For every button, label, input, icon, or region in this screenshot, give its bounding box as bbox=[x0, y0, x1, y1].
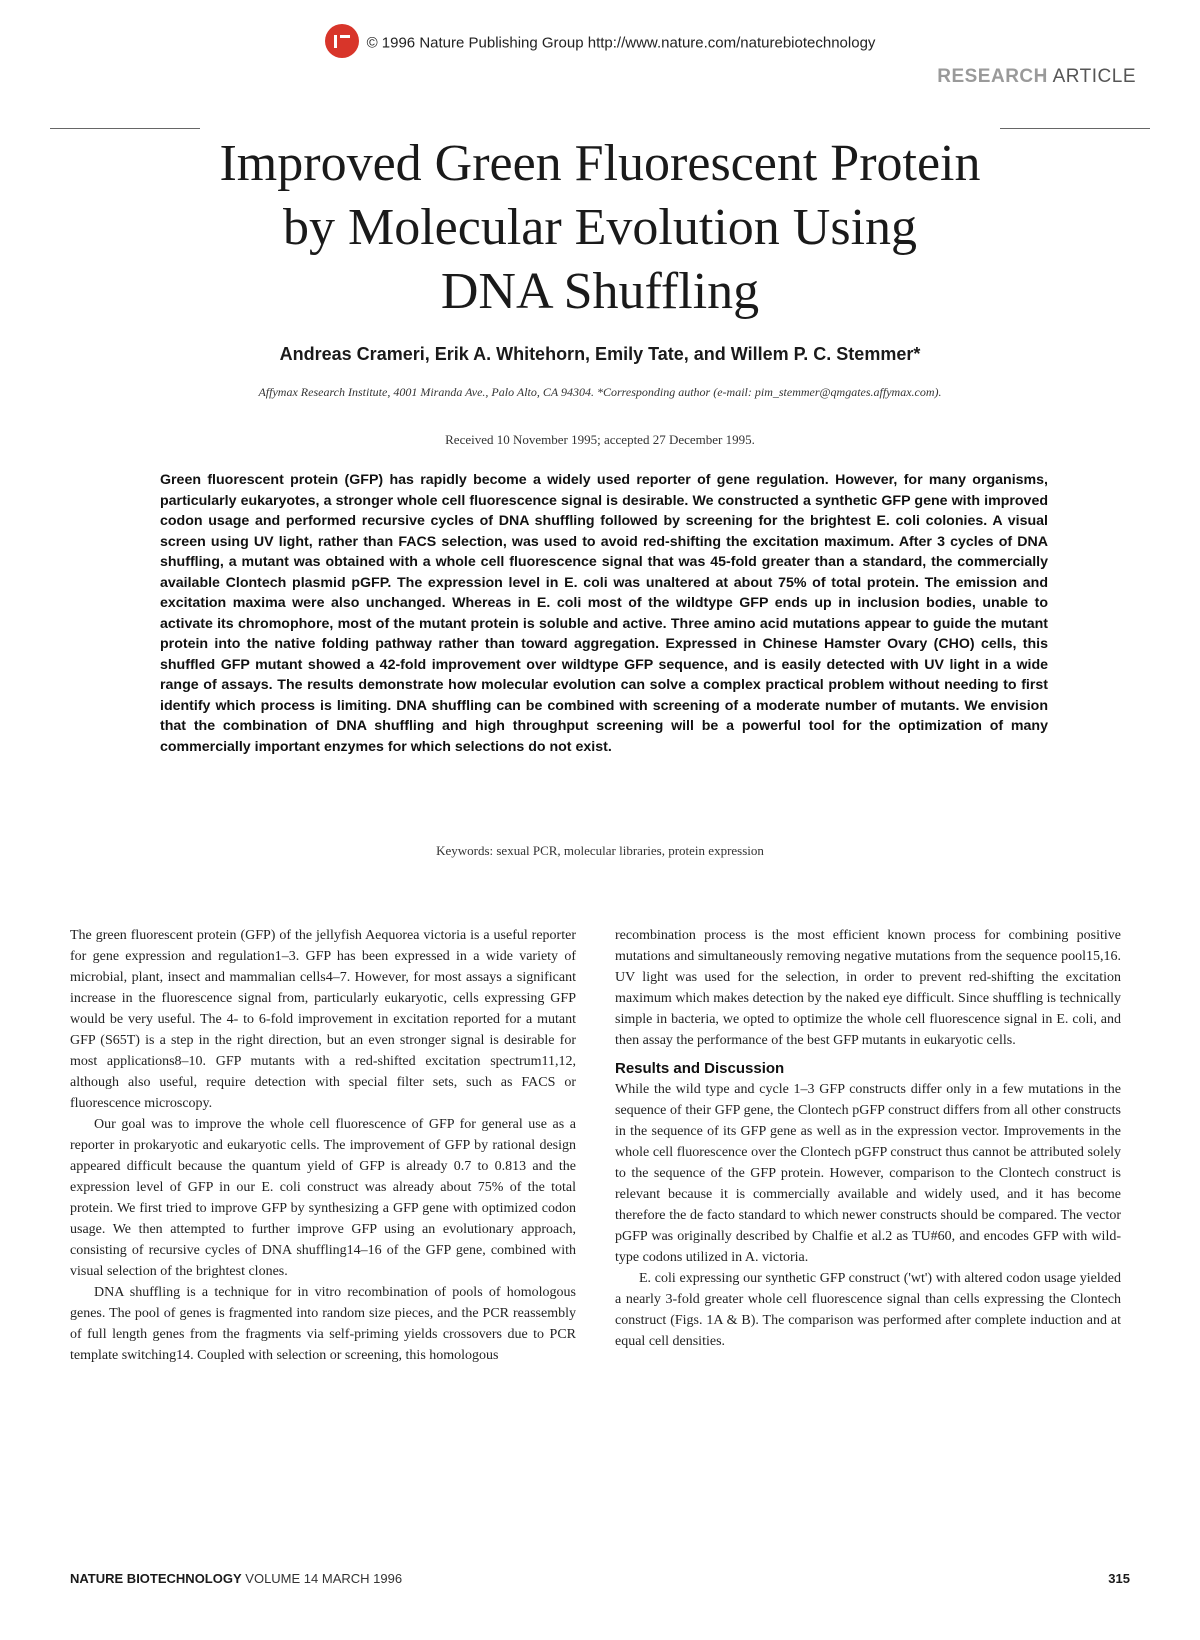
page-footer bbox=[70, 1571, 1130, 1586]
npg-logo-icon bbox=[325, 24, 359, 58]
title-line-1: Improved Green Fluorescent Protein bbox=[219, 135, 981, 192]
section-label-strong: RESEARCH bbox=[937, 66, 1048, 87]
body-paragraph: DNA shuffling is a technique for in vitro recombination of pools of homologous genes. The pool of genes is fragmented into random size pieces, and the PCR reassembly of full length genes from the fragments via self-priming yields crossovers due to PCR template switching14. Coupled with selection or screening, this homologous bbox=[70, 1285, 576, 1363]
copyright-banner bbox=[0, 26, 1200, 60]
section-label-light: ARTICLE bbox=[1052, 66, 1136, 87]
title-line-2: by Molecular Evolution Using bbox=[282, 199, 918, 256]
body-paragraph: While the wild type and cycle 1–3 GFP constructs differ only in a few mutations in the sequence of their GFP gene, the Clontech pGFP construct differs from all other constructs in the sequence of its GFP gene as well as in the expression vector. Improvements in the whole cell fluorescence over the Clontech pGFP construct thus cannot be attributed solely to the sequence of the GFP protein. However, comparison to the Clontech construct is relevant because it is commercially available and widely used, and it has become therefore the de facto standard to which newer constructs should be compared. The vector pGFP was originally described by Chalfie et al.2 as TU#60, and encodes GFP with wild-type codons utilized in A. victoria. bbox=[615, 1082, 1121, 1265]
author-list: Andreas Crameri, Erik A. Whitehorn, Emily Tate, and Willem P. C. Stemmer* bbox=[279, 344, 921, 364]
body-paragraph: The green fluorescent protein (GFP) of the jellyfish Aequorea victoria is a useful reporter for gene expression and regulation1–3. GFP has been expressed in a wide variety of microbial, plant, insect and mammalian cells4–7. However, for most assays a significant increase in the fluorescence signal from, particularly eukaryotic, cells expressing GFP would be very useful. The 4- to 6-fold improvement in excitation reported for a mutant GFP (S65T) is a step in the right direction, but an even stronger signal is desirable for most applications8–10. GFP mutants with a red-shifted excitation spectrum11,12, although also useful, require detection with special filter sets, such as FACS or fluorescence microscopy. bbox=[70, 928, 576, 1111]
author-affiliation: Affymax Research Institute, 4001 Miranda Ave., Palo Alto, CA 94304. *Corresponding author (e-mail: pim_stemmer@qmgates.affymax.com). bbox=[258, 385, 942, 399]
body-column-left bbox=[70, 925, 576, 1366]
received-dates: Received 10 November 1995; accepted 27 December 1995. bbox=[445, 432, 755, 447]
page-number: 315 bbox=[1108, 1571, 1130, 1586]
article-title bbox=[100, 132, 1100, 324]
footer-journal: NATURE BIOTECHNOLOGY bbox=[70, 1571, 242, 1586]
title-line-3: DNA Shuffling bbox=[440, 263, 760, 320]
section-label bbox=[937, 66, 1136, 88]
copyright-text: © 1996 Nature Publishing Group http://www.nature.com/naturebiotechnology bbox=[366, 34, 876, 52]
abstract: Green fluorescent protein (GFP) has rapidly become a widely used reporter of gene regulation. However, for many organisms, particularly eukaryotes, a stronger whole cell fluorescence signal is desirable. We constructed a synthetic GFP gene with improved codon usage and performed recursive cycles of DNA shuffling followed by screening for the brightest E. coli colonies. A visual screen using UV light, rather than FACS selection, was used to avoid red-shifting the excitation maximum. After 3 cycles of DNA shuffling, a mutant was obtained with a whole cell fluorescence signal that was 45-fold greater than a standard, the commercially available Clontech plasmid pGFP. The expression level in E. coli was unaltered at about 75% of total protein. The emission and excitation maxima were also unchanged. Whereas in E. coli most of the wildtype GFP ends up in inclusion bodies, unable to activate its chromophore, most of the mutant protein is soluble and active. Three amino acid mutations appear to guide the mutant protein into the native folding pathway rather than toward aggregation. Expressed in Chinese Hamster Ovary (CHO) cells, this shuffled GFP mutant showed a 42-fold improvement over wildtype GFP sequence, and is easily detected with UV light in a wide range of assays. The results demonstrate how molecular evolution can solve a complex practical problem without needing to first identify which process is limiting. DNA shuffling can be combined with screening of a moderate number of mutants. We envision that the combination of DNA shuffling and high throughput screening will be a powerful tool for the optimization of many commercially important enzymes for which selections do not exist. bbox=[160, 472, 1048, 755]
results-heading: Results and Discussion bbox=[615, 1060, 785, 1077]
body-column-right bbox=[615, 925, 1121, 1352]
body-paragraph: E. coli expressing our synthetic GFP construct ('wt') with altered codon usage yielded a nearly 3-fold greater whole cell fluorescence signal than cells expressing the Clontech construct (Figs. 1A & B). The comparison was performed after complete induction and at equal cell densities. bbox=[615, 1271, 1121, 1349]
title-rule-right bbox=[1000, 128, 1150, 129]
footer-issue: VOLUME 14 MARCH 1996 bbox=[245, 1571, 403, 1586]
body-paragraph: recombination process is the most efficient known process for combining positive mutations and simultaneously removing negative mutations from the sequence pool15,16. UV light was used for the selection, in order to prevent red-shifting the excitation maximum which makes detection by the naked eye difficult. Since shuffling is technically simple in bacteria, we opted to optimize the whole cell fluorescence signal in E. coli, and then assay the performance of the best GFP mutants in eukaryotic cells. bbox=[615, 928, 1121, 1048]
title-rule-left bbox=[50, 128, 200, 129]
keywords: Keywords: sexual PCR, molecular libraries, protein expression bbox=[436, 843, 764, 858]
body-paragraph: Our goal was to improve the whole cell fluorescence of GFP for general use as a reporter in prokaryotic and eukaryotic cells. The improvement of GFP by rational design appeared difficult because the quantum yield of GFP is already 0.7 to 0.813 and the expression level of GFP in our E. coli construct was already about 75% of the total protein. We first tried to improve GFP by synthesizing a GFP gene with optimized codon usage. We then attempted to further improve GFP using an evolutionary approach, consisting of recursive cycles of DNA shuffling14–16 of the GFP gene, combined with visual selection of the brightest clones. bbox=[70, 1117, 576, 1279]
